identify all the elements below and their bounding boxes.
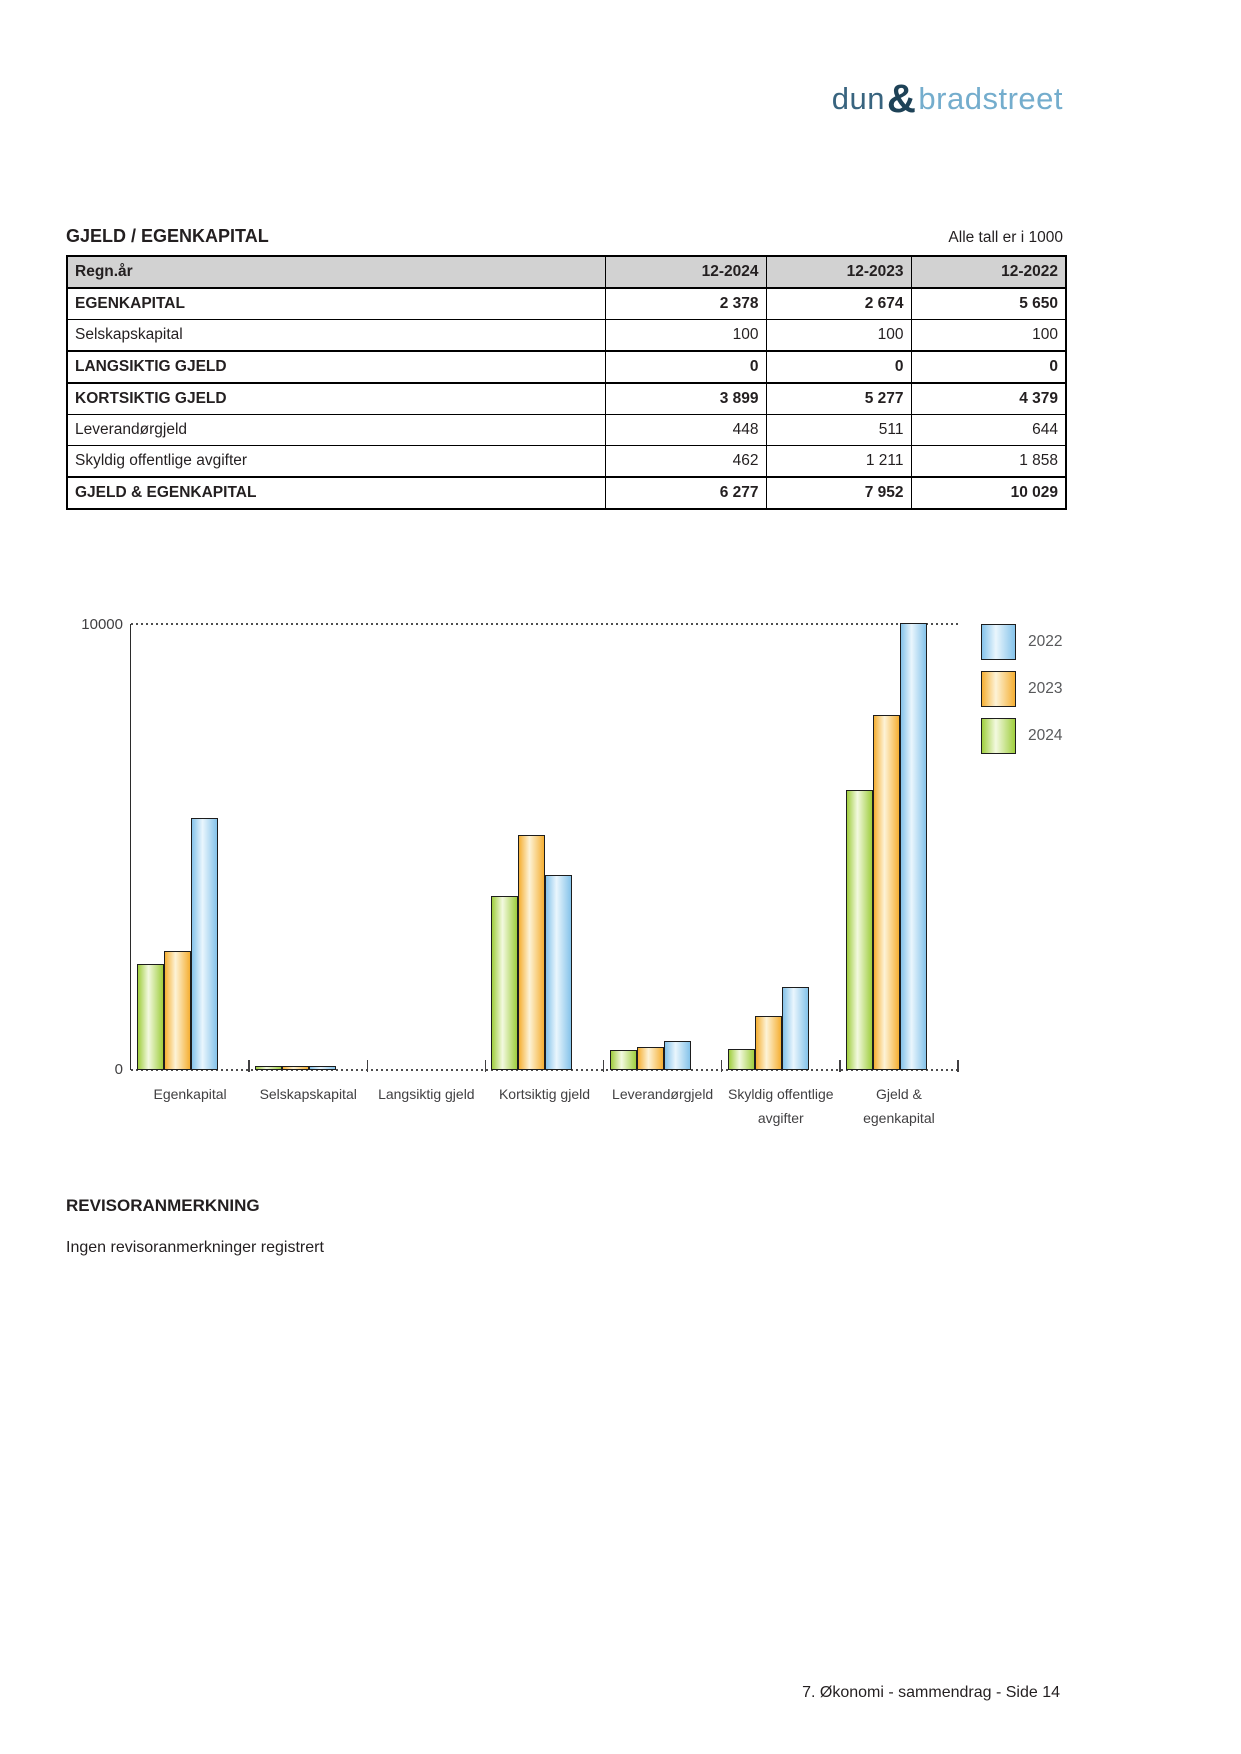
bar-2024-kortsiktig-gjeld — [491, 896, 518, 1070]
category-label-line: egenkapital — [863, 1110, 935, 1126]
bar-2024-leverand-rgjeld — [610, 1050, 637, 1070]
row-value: 2 378 — [605, 288, 766, 320]
row-value: 2 674 — [766, 288, 911, 320]
bar-2023-egenkapital — [164, 951, 191, 1070]
x-axis-tick — [721, 1060, 723, 1072]
bar-2023-selskapskapital — [282, 1066, 309, 1070]
row-value: 0 — [766, 351, 911, 383]
x-axis-tick — [367, 1060, 369, 1072]
legend-swatch-2022 — [981, 624, 1016, 660]
row-value: 7 952 — [766, 477, 911, 509]
table-row — [67, 351, 1066, 383]
column-header-12-2023: 12-2023 — [766, 256, 911, 288]
logo-text-dun: dun — [831, 81, 886, 116]
row-label: GJELD & EGENKAPITAL — [67, 477, 605, 509]
row-value: 100 — [605, 320, 766, 352]
row-label: Leverandørgjeld — [67, 415, 605, 446]
revisor-text: Ingen revisoranmerkninger registrert — [66, 1239, 324, 1256]
column-header-12-2024: 12-2024 — [605, 256, 766, 288]
legend-label-2022: 2022 — [1028, 633, 1063, 650]
bar-2024-skyldig-offentlige-avgifter — [728, 1049, 755, 1070]
row-value: 10 029 — [911, 477, 1066, 509]
row-label: KORTSIKTIG GJELD — [67, 383, 605, 415]
table-row — [67, 383, 1066, 415]
table-row — [67, 288, 1066, 320]
table-row — [67, 320, 1066, 352]
category-label-line: Egenkapital — [153, 1086, 227, 1102]
units-note: Alle tall er i 1000 — [948, 229, 1063, 246]
category-label-line: avgifter — [757, 1110, 804, 1126]
legend-label-2024: 2024 — [1028, 727, 1063, 744]
gridline-10000 — [131, 623, 958, 625]
column-header-12-2022: 12-2022 — [911, 256, 1066, 288]
bar-chart — [130, 624, 958, 1126]
row-label: LANGSIKTIG GJELD — [67, 351, 605, 383]
row-value: 462 — [605, 446, 766, 478]
dun-bradstreet-logo — [832, 74, 1063, 119]
row-value: 6 277 — [605, 477, 766, 509]
row-value: 100 — [766, 320, 911, 352]
bar-2022-egenkapital — [191, 818, 218, 1070]
revisor-heading: REVISORANMERKNING — [66, 1196, 260, 1215]
table-row — [67, 477, 1066, 509]
bar-2022-gjeld-egenkapital — [900, 623, 927, 1070]
bar-2023-skyldig-offentlige-avgifter — [755, 1016, 782, 1070]
x-axis-tick — [957, 1060, 959, 1072]
row-value: 448 — [605, 415, 766, 446]
row-label: Skyldig offentlige avgifter — [67, 446, 605, 478]
table-row — [67, 415, 1066, 446]
legend-swatch-2023 — [981, 671, 1016, 707]
bar-2022-selskapskapital — [309, 1066, 336, 1070]
row-value: 511 — [766, 415, 911, 446]
bar-2022-leverand-rgjeld — [664, 1041, 691, 1070]
row-value: 4 379 — [911, 383, 1066, 415]
row-value: 1 858 — [911, 446, 1066, 478]
page-footer: 7. Økonomi - sammendrag - Side 14 — [802, 1684, 1060, 1701]
category-label-line: Selskapskapital — [259, 1086, 357, 1102]
category-label-line: Leverandørgjeld — [612, 1086, 714, 1102]
category-label — [824, 1082, 974, 1130]
legend-swatch-2024 — [981, 718, 1016, 754]
bar-2022-skyldig-offentlige-avgifter — [782, 987, 809, 1070]
category-label-line: Skyldig offentlige — [727, 1086, 834, 1102]
row-value: 0 — [605, 351, 766, 383]
row-label: EGENKAPITAL — [67, 288, 605, 320]
x-axis-tick — [603, 1060, 605, 1072]
bar-2022-kortsiktig-gjeld — [545, 875, 572, 1070]
row-label: Selskapskapital — [67, 320, 605, 352]
category-label-line: Kortsiktig gjeld — [498, 1086, 591, 1102]
row-value: 100 — [911, 320, 1066, 352]
bar-2024-egenkapital — [137, 964, 164, 1070]
y-axis-label-0: 0 — [114, 1061, 123, 1078]
x-axis-tick — [248, 1060, 250, 1072]
logo-text-bradstreet: bradstreet — [918, 81, 1063, 116]
column-header-regnar: Regn.år — [67, 256, 605, 288]
bar-2024-selskapskapital — [255, 1066, 282, 1070]
row-value: 1 211 — [766, 446, 911, 478]
bar-2023-kortsiktig-gjeld — [518, 835, 545, 1070]
bar-2024-gjeld-egenkapital — [846, 790, 873, 1070]
bar-2023-leverand-rgjeld — [637, 1047, 664, 1070]
section-title: GJELD / EGENKAPITAL — [66, 226, 269, 246]
bar-2023-gjeld-egenkapital — [873, 715, 900, 1070]
table-row — [67, 446, 1066, 478]
category-label-line: Langsiktig gjeld — [378, 1086, 475, 1102]
y-axis-label-10000: 10000 — [81, 616, 123, 633]
row-value: 5 650 — [911, 288, 1066, 320]
legend-label-2023: 2023 — [1028, 680, 1063, 697]
row-value: 644 — [911, 415, 1066, 446]
row-value: 0 — [911, 351, 1066, 383]
x-axis-tick — [485, 1060, 487, 1072]
row-value: 3 899 — [605, 383, 766, 415]
table-header-row — [67, 256, 1066, 288]
category-label-line: Gjeld & — [875, 1086, 922, 1102]
financial-table — [66, 255, 1067, 510]
logo-ampersand-icon: & — [887, 77, 917, 121]
row-value: 5 277 — [766, 383, 911, 415]
x-axis-tick — [839, 1060, 841, 1072]
